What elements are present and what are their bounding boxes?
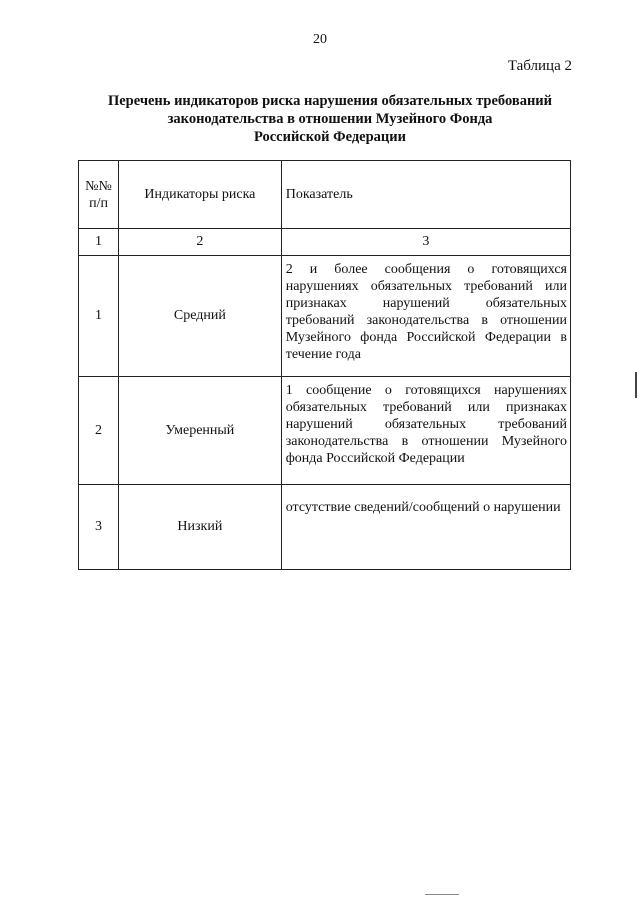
title-line-1: Перечень индикаторов риска нарушения обязательных требований: [107, 93, 553, 109]
table-row: [79, 256, 571, 377]
risk-metric: 1 сообщение о готовящихся нарушениях обязательных требований или признаках нарушений обязательных требований законодательства в отношении Музейного фонда Российской Федерации: [281, 377, 570, 485]
scan-artifact-line: [425, 894, 459, 895]
header-indicators-label: Индикаторы риска: [144, 186, 256, 202]
scan-artifact-mark: [635, 372, 637, 398]
header-indicators-cell: [119, 161, 282, 229]
table-row: [79, 485, 571, 570]
column-number-2: 2: [119, 229, 282, 256]
row-number: 1: [79, 256, 119, 377]
risk-indicators-table: [78, 160, 571, 570]
header-metric-label: Показатель: [285, 186, 353, 202]
header-metric-cell: [281, 161, 570, 229]
document-title: [80, 92, 580, 146]
risk-level: Средний: [119, 256, 282, 377]
column-number-3: 3: [281, 229, 570, 256]
header-number-line-1: №№: [85, 178, 112, 194]
header-number-cell: [79, 161, 119, 229]
risk-level: Низкий: [119, 485, 282, 570]
table-label: Таблица 2: [507, 58, 572, 74]
title-line-3: Российской Федерации: [253, 129, 406, 145]
row-number: 2: [79, 377, 119, 485]
risk-level: Умеренный: [119, 377, 282, 485]
title-line-2: законодательства в отношении Музейного Фонда: [167, 111, 493, 127]
column-number-row: [79, 229, 571, 256]
column-number-1: 1: [79, 229, 119, 256]
risk-metric: отсутствие сведений/сообщений о нарушении: [281, 485, 570, 570]
header-number-line-2: п/п: [89, 195, 108, 211]
risk-metric: 2 и более сообщения о готовящихся нарушениях обязательных требований или признаках нарушений обязательных требований законодательства в отношении Музейного фонда Российской Федерации в течение года: [281, 256, 570, 377]
table-header-row: [79, 161, 571, 229]
table-row: [79, 377, 571, 485]
row-number: 3: [79, 485, 119, 570]
page-number: 20: [313, 32, 327, 47]
